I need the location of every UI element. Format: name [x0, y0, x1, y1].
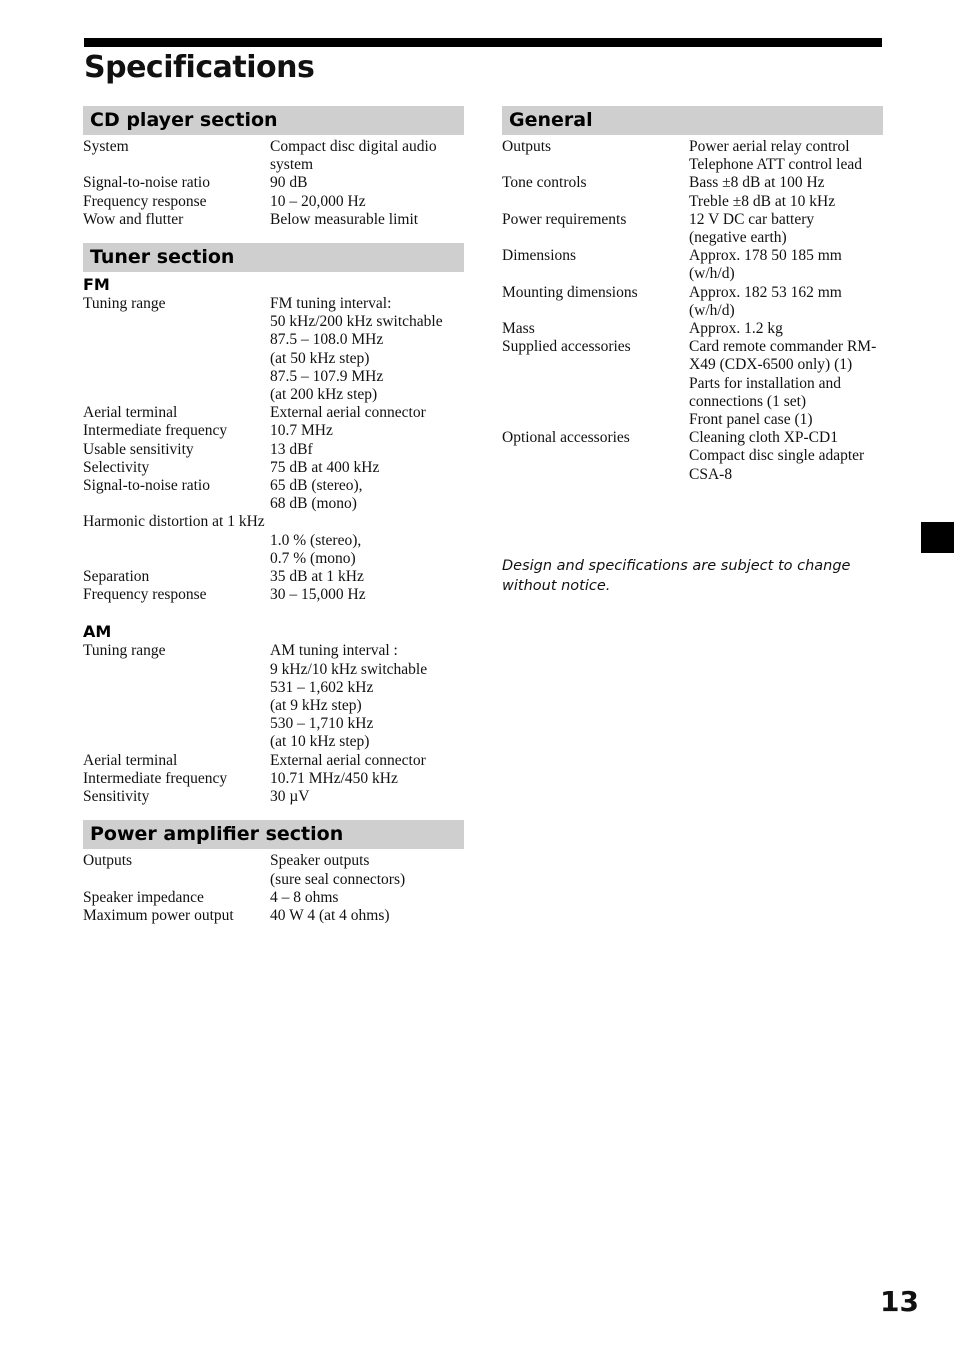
spec-row	[83, 586, 464, 604]
spec-label: Wow and flutter	[83, 210, 184, 228]
spec-label: Mounting dimensions	[502, 283, 638, 301]
spec-row	[502, 247, 883, 283]
spec-value: Below measurable limit	[270, 210, 419, 228]
spec-value: 10.71 MHz/450 kHz	[270, 769, 398, 787]
general-block	[502, 106, 883, 484]
spec-row	[83, 752, 464, 770]
spec-label: Speaker impedance	[83, 888, 204, 906]
spec-row	[502, 320, 883, 338]
right-column	[502, 106, 883, 498]
side-thumb-tab	[921, 522, 954, 553]
spec-row	[83, 770, 464, 788]
spec-label: Signal-to-noise ratio	[83, 174, 210, 192]
spec-row	[502, 174, 883, 210]
spec-row	[83, 422, 464, 440]
spec-value: 40 W 4 (at 4 ohms)	[270, 906, 390, 924]
spec-row	[83, 174, 464, 192]
spec-value: Power aerial relay control Telephone ATT control lead	[689, 138, 862, 174]
section-heading: Tuner section	[83, 243, 464, 272]
spec-label: Sensitivity	[83, 788, 150, 806]
spec-label: Intermediate frequency	[83, 422, 228, 440]
spec-value: FM tuning interval: 50 kHz/200 kHz switchable 87.5 – 108.0 MHz (at 50 kHz step) 87.5 – 107.9 MHz (at 200 kHz step)	[270, 295, 443, 404]
spec-label: Harmonic distortion at 1 kHz	[83, 513, 265, 531]
spec-value: Compact disc digital audio system	[270, 138, 437, 174]
spec-row	[502, 211, 883, 247]
spec-row	[83, 138, 464, 174]
spec-value: Cleaning cloth XP-CD1 Compact disc single adapter CSA-8	[689, 429, 865, 483]
section-heading: Power amplifier section	[83, 820, 464, 849]
spec-row	[502, 338, 883, 429]
spec-row	[83, 441, 464, 459]
spec-row	[83, 459, 464, 477]
spec-row	[83, 211, 464, 229]
spec-label: Supplied accessories	[502, 338, 631, 356]
spec-row	[83, 295, 464, 404]
spec-label: Mass	[502, 320, 535, 338]
left-column	[83, 106, 464, 939]
spec-label: Outputs	[83, 852, 133, 870]
spec-label: Frequency response	[83, 586, 207, 604]
page-title: Specifications	[84, 50, 315, 85]
spec-value: 10 – 20,000 Hz	[270, 192, 366, 210]
spec-label: Power requirements	[502, 210, 627, 228]
spec-value: External aerial connector	[270, 751, 426, 769]
spec-value: Card remote commander RM-X49 (CDX-6500 only) (1) Parts for installation and connections (1 set) Front panel case (1)	[689, 338, 877, 429]
spec-row	[83, 193, 464, 211]
section-heading: General	[502, 106, 883, 135]
spec-label: Intermediate frequency	[83, 769, 228, 787]
page-number: 13	[880, 1285, 919, 1318]
subsection-heading: AM	[83, 622, 112, 642]
section-heading: CD player section	[83, 106, 464, 135]
spec-label: Selectivity	[83, 458, 150, 476]
spec-value: 75 dB at 400 kHz	[270, 458, 380, 476]
spec-label: Aerial terminal	[83, 404, 178, 422]
spec-value: AM tuning interval : 9 kHz/10 kHz switchable 531 – 1,602 kHz (at 9 kHz step) 530 – 1,710 kHz (at 10 kHz step)	[270, 642, 428, 751]
spec-label: Frequency response	[83, 192, 207, 210]
spec-value: 35 dB at 1 kHz	[270, 568, 364, 586]
spec-row	[502, 284, 883, 320]
spec-row	[83, 642, 464, 751]
spec-value: 13 dBf	[270, 440, 313, 458]
spec-row	[502, 429, 883, 484]
spec-row	[83, 788, 464, 806]
spec-value: 65 dB (stereo), 68 dB (mono)	[270, 477, 363, 513]
spec-label: Tuning range	[83, 642, 166, 660]
cd-player-section-block	[83, 106, 464, 229]
specifications-note: Design and specifications are subject to change without notice.	[502, 558, 851, 594]
spec-label: Tone controls	[502, 174, 587, 192]
spec-value: Approx. 178 50 185 mm (w/h/d)	[689, 247, 842, 283]
spec-label: System	[83, 138, 129, 155]
spec-label: Outputs	[502, 138, 552, 155]
spec-value: Speaker outputs (sure seal connectors)	[270, 852, 406, 888]
subsection-heading: FM	[83, 275, 110, 295]
spec-row	[83, 477, 464, 513]
spec-row	[83, 513, 464, 531]
spec-row	[83, 532, 464, 568]
spec-value: 30 – 15,000 Hz	[270, 586, 366, 604]
spec-row	[83, 907, 464, 925]
spec-value: 12 V DC car battery (negative earth)	[689, 210, 815, 247]
top-rule	[84, 38, 882, 47]
spec-label: Optional accessories	[502, 429, 630, 447]
spec-value: Approx. 182 53 162 mm (w/h/d)	[689, 283, 842, 319]
spec-value: 1.0 % (stereo), 0.7 % (mono)	[270, 531, 362, 567]
power-amplifier-section-block	[83, 820, 464, 925]
spec-value: External aerial connector	[270, 404, 426, 422]
spec-label: Dimensions	[502, 247, 577, 265]
spec-value: 10.7 MHz	[270, 422, 333, 440]
spec-value: 30 µV	[270, 788, 310, 806]
spec-value: 90 dB	[270, 174, 308, 192]
spec-row	[83, 404, 464, 422]
spec-label: Maximum power output	[83, 906, 234, 924]
spec-value: 4 – 8 ohms	[270, 888, 339, 906]
spec-row	[83, 568, 464, 586]
spec-label: Aerial terminal	[83, 751, 178, 769]
spec-label: Signal-to-noise ratio	[83, 477, 210, 495]
spec-label: Usable sensitivity	[83, 440, 194, 458]
spec-row	[502, 138, 883, 174]
spec-label: Tuning range	[83, 295, 166, 313]
spec-label: Separation	[83, 568, 150, 586]
spec-value: Bass ±8 dB at 100 Hz Treble ±8 dB at 10 kHz	[689, 174, 836, 210]
spec-label	[83, 532, 270, 568]
spec-row	[83, 852, 464, 888]
spec-value: Approx. 1.2 kg	[689, 320, 783, 338]
tuner-section-block	[83, 243, 464, 806]
spec-row	[83, 889, 464, 907]
